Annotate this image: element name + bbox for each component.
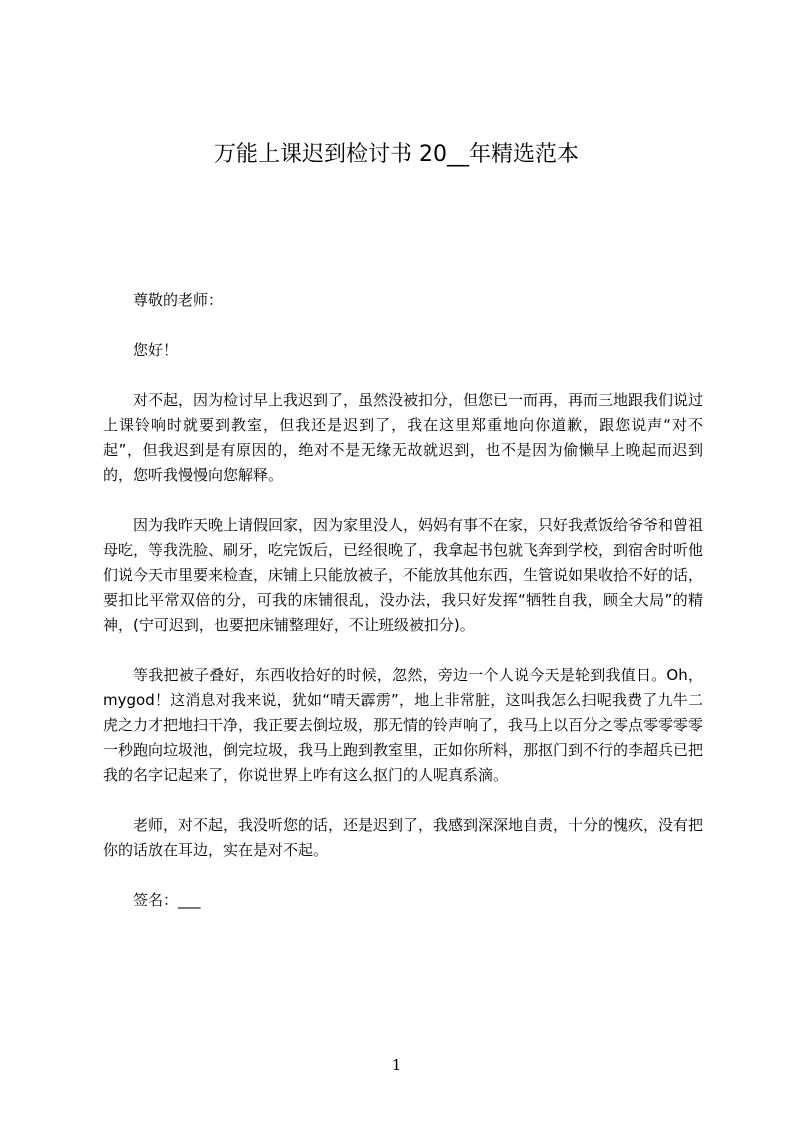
signature-line: 签名：___ xyxy=(133,891,201,909)
document-body xyxy=(103,288,703,938)
body-paragraph-3: 等我把被子叠好，东西收拾好的时候，忽然，旁边一个人说今天是轮到我值日。Oh，mygod！这消息对我来说，犹如“晴天霹雳”，地上非常脏，这叫我怎么扫呢我费了九牛二虎之力才把地扫干净，我正要去倒垃圾，那无情的铃声响了，我马上以百分之零点零零零零一秒跑向垃圾池，倒完垃圾，我马上跑到教室里，正如你所料，那抠门到不行的李超兵已把我的名字记起来了，你说世界上咋有这么抠门的人呢真系滴。 xyxy=(103,666,704,784)
body-paragraph-2: 因为我昨天晚上请假回家，因为家里没人，妈妈有事不在家，只好我煮饭给爷爷和曾祖母吃，等我洗脸、刷牙，吃完饭后，已经很晚了，我拿起书包就飞奔到学校，到宿舍时听他们说今天市里要来检查，床铺上只能放被子，不能放其他东西，生管说如果收拾不好的话，要扣比平常双倍的分，可我的床铺很乱，没办法，我只好发挥“牺牲自我，顾全大局”的精神，(宁可迟到，也要把床铺整理好，不让班级被扣分)。 xyxy=(103,516,704,634)
salutation: 尊敬的老师： xyxy=(133,291,224,309)
body-paragraph-4: 老师，对不起，我没听您的话，还是迟到了，我感到深深地自责，十分的愧疚，没有把你的话放在耳边，实在是对不起。 xyxy=(103,816,704,859)
document-title: 万能上课迟到检讨书 20__年精选范本 xyxy=(214,142,579,167)
body-paragraph-1: 对不起，因为检讨早上我迟到了，虽然没被扣分，但您已一而再，再而三地跟我们说过上课铃响时就要到教室，但我还是迟到了，我在这里郑重地向你道歉，跟您说声“对不起”，但我迟到是有原因的，绝对不是无缘无故就迟到，也不是因为偷懒早上晚起而迟到的，您听我慢慢向您解释。 xyxy=(103,391,704,484)
page-number: 1 xyxy=(391,1056,402,1074)
greeting: 您好！ xyxy=(133,341,179,359)
